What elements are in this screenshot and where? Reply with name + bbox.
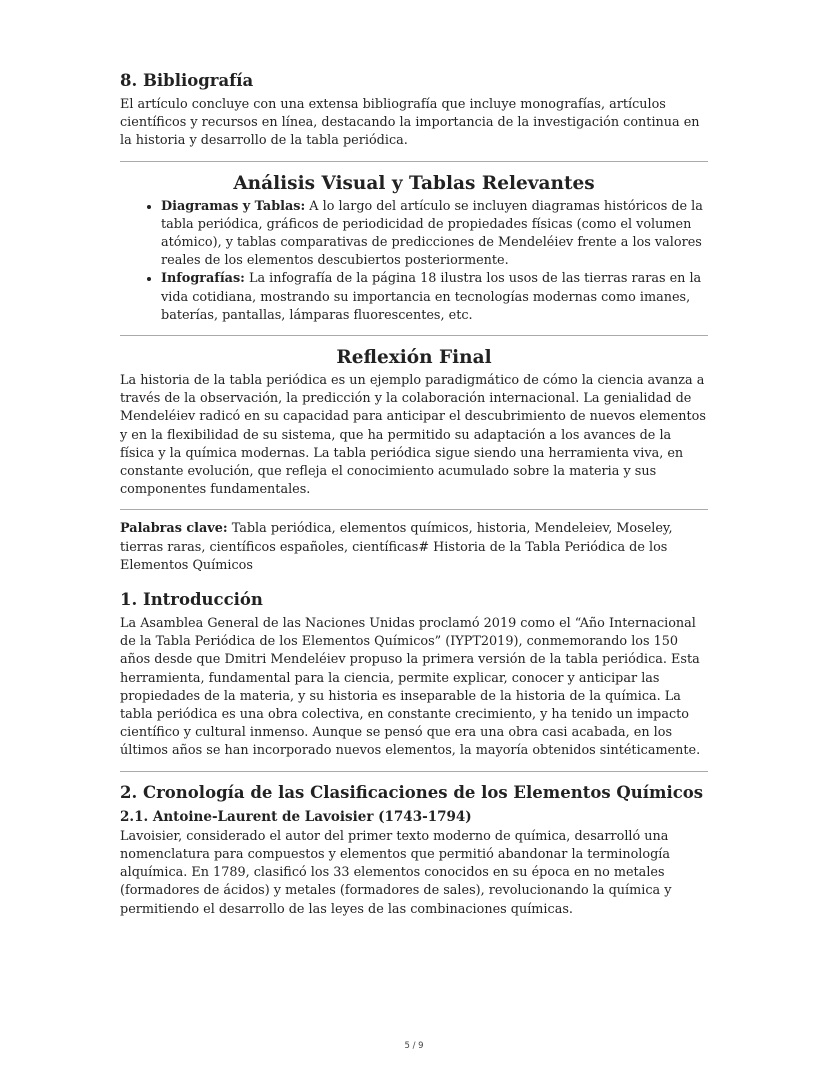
lavoisier-subheading: 2.1. Antoine-Laurent de Lavoisier (1743-1794) xyxy=(120,808,472,825)
list-item-label: Diagramas y Tablas: xyxy=(161,198,306,214)
bibliografia-paragraph: El artículo concluye con una extensa bibliografía que incluye monografías, artículos científicos y recursos en línea, destacando la importancia de la investigación continua en la historia y desarrollo de la tabla periódica. xyxy=(120,97,700,149)
list-item xyxy=(161,198,708,271)
keywords-label: Palabras clave: xyxy=(120,521,228,537)
bibliografia-heading: 8. Bibliografía xyxy=(120,71,254,90)
keywords-text: Tabla periódica, elementos químicos, historia, Mendeleiev, Moseley, tierras raras, científicos españoles, científicas# Historia de la Tabla Periódica de los Elementos Químicos xyxy=(120,521,673,573)
lavoisier-paragraph: Lavoisier, considerado el autor del primer texto moderno de química, desarrolló una nomenclatura para compuestos y elementos que permitió abandonar la terminología alquímica. En 1789, clasificó los 33 elementos conocidos en su época en no metales (formadores de ácidos) y metales (formadores de sales), revolucionando la química y permitiendo el desarrollo de las leyes de las combinaciones químicas. xyxy=(120,828,672,917)
divider xyxy=(120,161,708,162)
list-item-label: Infografías: xyxy=(161,271,245,287)
document-page xyxy=(120,70,708,919)
list-item xyxy=(161,270,708,325)
analisis-heading: Análisis Visual y Tablas Relevantes xyxy=(233,172,595,194)
keywords-paragraph xyxy=(120,520,708,575)
cronologia-heading: 2. Cronología de las Clasificaciones de los Elementos Químicos xyxy=(120,782,704,802)
divider xyxy=(120,509,708,510)
page-number: 5 / 9 xyxy=(404,1041,424,1051)
divider xyxy=(120,771,708,772)
reflexion-paragraph: La historia de la tabla periódica es un ejemplo paradigmático de cómo la ciencia avanza a través de la observación, la predicción y la colaboración internacional. La genialidad de Mendeléiev radicó en su capacidad para anticipar el descubrimiento de nuevos elementos y en la flexibilidad de su sistema, que ha permitido su adaptación a los avances de la física y la química modernas. La tabla periódica sigue siendo una herramienta viva, en constante evolución, que refleja el conocimiento acumulado sobre la materia y sus componentes fundamentales. xyxy=(120,373,706,498)
introduccion-paragraph: La Asamblea General de las Naciones Unidas proclamó 2019 como el “Año Internacional de la Tabla Periódica de los Elementos Químicos” (IYPT2019), conmemorando los 150 años desde que Dmitri Mendeléiev propuso la primera versión de la tabla periódica. Esta herramienta, fundamental para la ciencia, permite explicar, conocer y anticipar las propiedades de la materia, y su historia es inseparable de la historia de la química. La tabla periódica es una obra colectiva, en constante crecimiento, y ha tenido un impacto científico y cultural inmenso. Aunque se pensó que era una obra casi acabada, en los últimos años se han incorporado nuevos elementos, la mayoría obtenidos sintéticamente. xyxy=(120,616,701,759)
list-item-text: A lo largo del artículo se incluyen diagramas históricos de la tabla periódica, gráficos de periodicidad de propiedades físicas (como el volumen atómico), y tablas comparativas de predicciones de Mendeléiev frente a los valores reales de los elementos descubiertos posteriormente. xyxy=(161,198,703,269)
analisis-list xyxy=(120,198,708,325)
introduccion-heading: 1. Introducción xyxy=(120,590,263,610)
divider xyxy=(120,335,708,336)
reflexion-heading: Reflexión Final xyxy=(336,347,492,369)
list-item-text: La infografía de la página 18 ilustra los usos de las tierras raras en la vida cotidiana, mostrando su importancia en tecnologías modernas como imanes, baterías, pantallas, lámparas fluorescentes, etc. xyxy=(161,271,702,323)
